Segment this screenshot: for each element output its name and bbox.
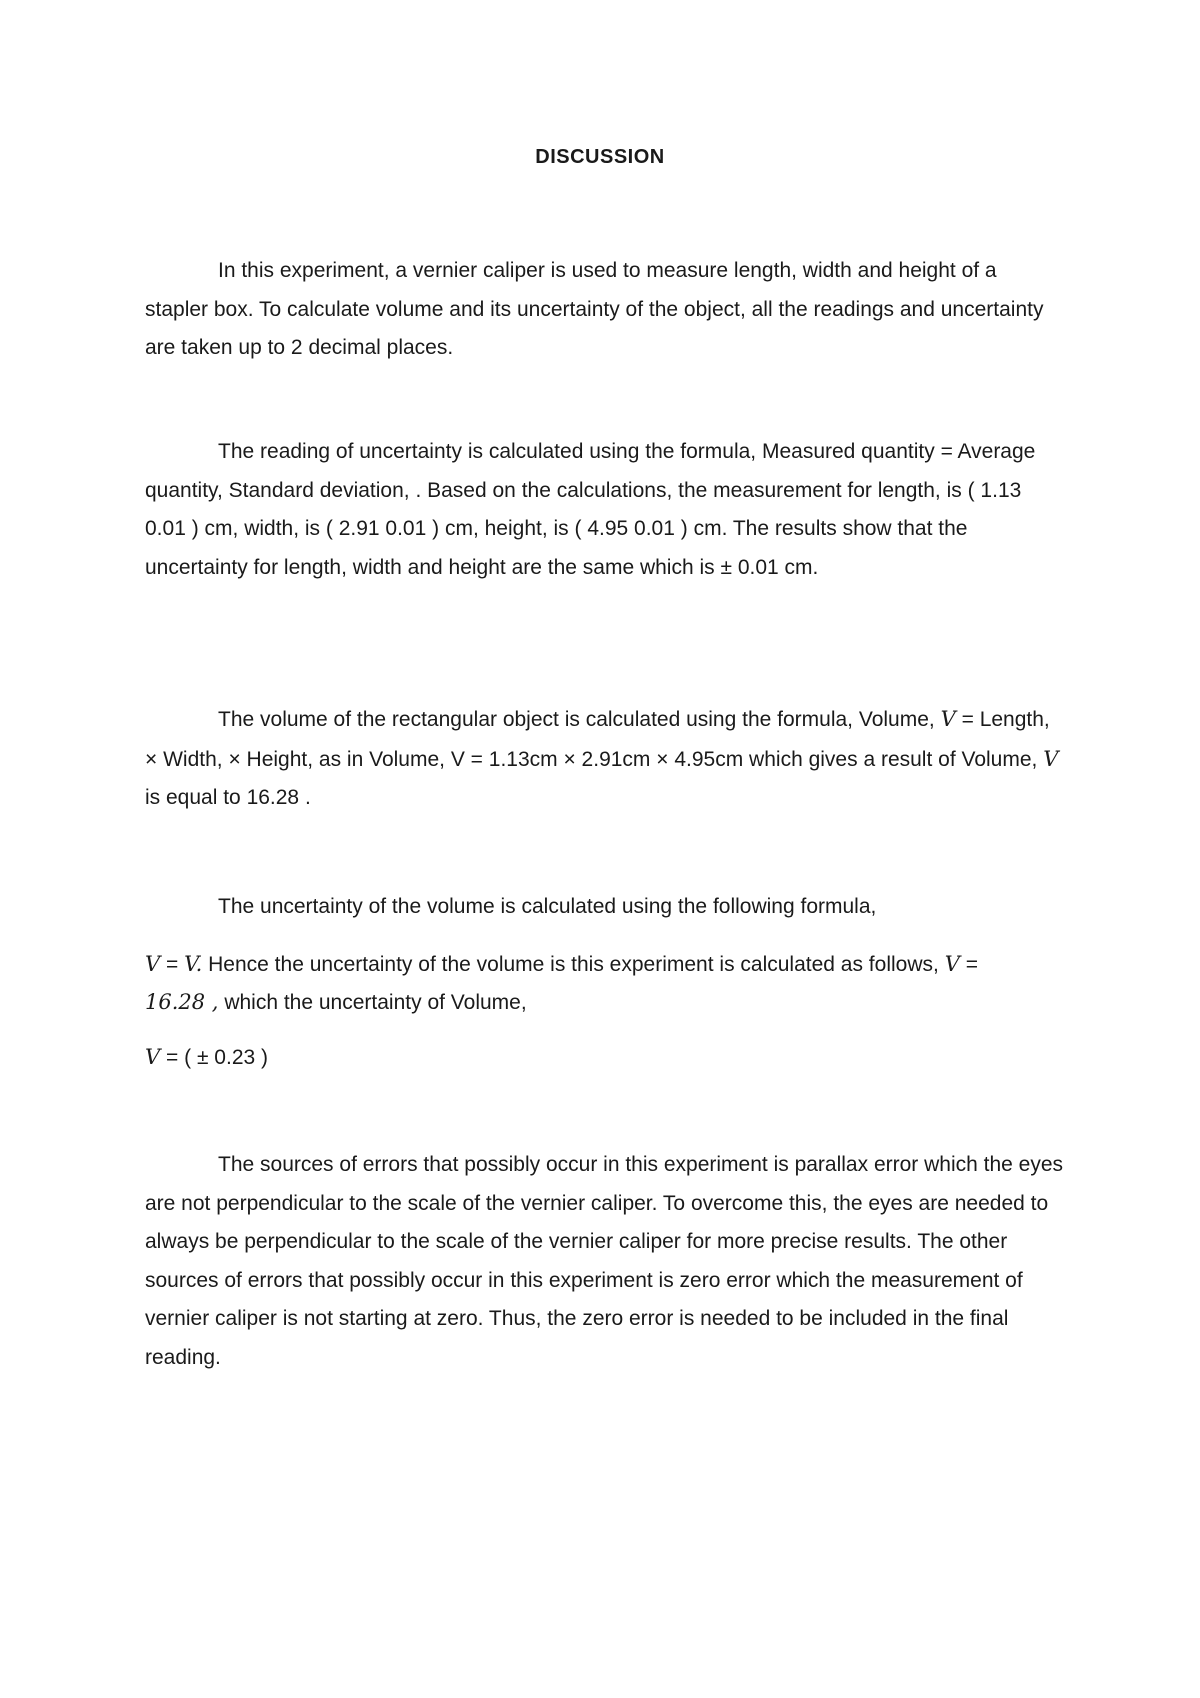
volume-text-1: The volume of the rectangular object is calculated using the formula, Volume, — [218, 708, 935, 731]
volume-text-2: = Length, × Width, × Height, as in Volume, V = 1.13cm × 2.91cm × 4.95cm which gives a result of Volume, — [145, 708, 1050, 771]
volume-symbol: V — [145, 1045, 161, 1069]
paragraph-volume-calculation — [145, 700, 1065, 818]
formula-line-2 — [145, 983, 527, 1023]
paragraph-volume-uncertainty-lead: The uncertainty of the volume is calculated using the following formula, — [218, 895, 877, 918]
formula-line-1 — [145, 945, 978, 985]
page-title: DISCUSSION — [535, 146, 665, 168]
paragraph-introduction: In this experiment, a vernier caliper is used to measure length, width and height of a stapler box. To calculate volume and its uncertainty of the object, all the readings and uncertainty are taken up to 2 decimal places. — [145, 259, 1044, 359]
equals-sign: = — [166, 953, 179, 976]
paragraph-uncertainty-reading: The reading of uncertainty is calculated using the formula, Measured quantity = Average quantity, Standard deviation, . Based on the calculations, the measurement for length, is ( 1.13 0.01 ) cm, width, is ( 2.91 0.01 ) cm, height, is ( 4.95 0.01 ) cm. The results show that the uncertainty for length, width and height are the same which is ± 0.01 cm. — [145, 440, 1036, 579]
formula-line-3 — [145, 1038, 268, 1078]
formula-line-2-text: which the uncertainty of Volume, — [224, 991, 527, 1014]
volume-symbol: V. — [184, 952, 203, 976]
volume-value: 16.28 , — [145, 990, 219, 1014]
formula-line-1-text: Hence the uncertainty of the volume is this experiment is calculated as follows, — [208, 953, 939, 976]
volume-symbol: V — [940, 707, 956, 731]
volume-symbol: V — [944, 952, 960, 976]
volume-symbol: V — [145, 952, 161, 976]
equals-sign: = — [965, 953, 978, 976]
volume-uncertainty-result: = ( ± 0.23 ) — [166, 1046, 269, 1069]
volume-text-3: is equal to 16.28 . — [145, 786, 311, 809]
volume-symbol: V — [1043, 746, 1059, 771]
paragraph-sources-of-error: The sources of errors that possibly occur in this experiment is parallax error which the eyes are not perpendicular to the scale of the vernier caliper. To overcome this, the eyes are needed to always be perpendicular to the scale of the vernier caliper for more precise results. The other sources of errors that possibly occur in this experiment is zero error which the measurement of vernier caliper is not starting at zero. Thus, the zero error is needed to be included in the final reading. — [145, 1153, 1064, 1369]
